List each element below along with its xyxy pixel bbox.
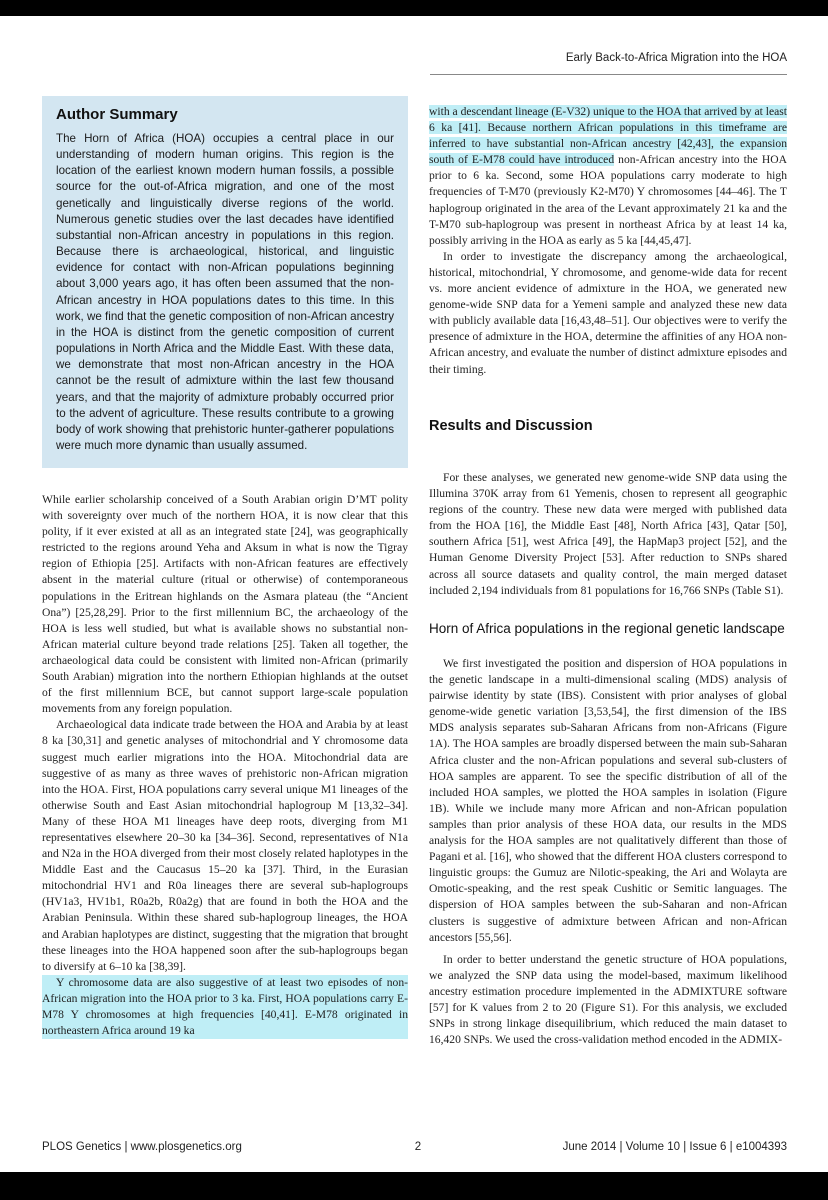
right-paragraph-4: We first investigated the position and dispersion of HOA populations in the genetic landscape in a multi-dimensional scaling (MDS) analysis of pairwise identity by state (IBS). Consistent with prior analyses of global genome-wide genetic variation [3,53,54], the first dimension of the IBS MDS analysis separates sub-Saharan Africans from non-Africans (Figure 1A). The HOA samples are broadly dispersed between the main sub-Saharan Africa cluster and the non-African populations and several sub-clusters of HOA samples are apparent. To see the specific distribution of all of the included HOA samples, we plotted the HOA samples in isolation (Figure 1B). While we include many more African and non-African population samples than prior analysis of these HOA data, our results in the MDS analysis for the HOA samples are not qualitatively different than those of Pagani et al. [16], who showed that the different HOA clusters correspond to linguistic groups: the Gumuz are Nilotic-speaking, the Ari and Wolayta are Omotic-speaking, and the rest speak Cushitic or Semitic languages. The dispersion of HOA samples between the sub-Saharan and non-African clusters is suggestive of admixture between African and non-African ancestors [55,56]. (429, 657, 787, 944)
right-paragraph-1-rest: non-African ancestry into the HOA prior to 6 ka. Second, some HOA populations carry moderate to high frequencies of T-M70 (previously K2-M70) Y chromosomes [44–46]. The T haplogroup originated in the area of the Levant approximately 21 ka and the T-M70 sub-haplogroup was present in northeast Africa by at least 14 ka, possibly arriving in the HOA as early as 5 ka [44,45,47]. (429, 153, 787, 247)
footer-journal: PLOS Genetics | www.plosgenetics.org (42, 1141, 242, 1153)
left-paragraph-3-highlighted: Y chromosome data are also suggestive of at least two episodes of non-African migration into the HOA prior to 3 ka. First, HOA populations carry E-M78 Y chromosomes at high frequencies [40,41]. E-M78 originated in northeastern Africa around 19 ka (42, 975, 408, 1039)
right-column-body (429, 470, 787, 599)
footer-page-number: 2 (414, 1141, 422, 1153)
right-paragraph-3: For these analyses, we generated new genome-wide SNP data using the Illumina 370K array from 61 Yemenis, chosen to represent all geographic regions of the country. These new data were merged with published data from the HOA [16], the Middle East [48], North Africa [43], Qatar [50], southern Africa [51], west Africa [49], the HapMap3 project [52], and the Human Genome Diversity Project [53]. After reduction to SNPs shared across all source datasets and quality control, the main merged dataset included 2,194 individuals from 81 populations for 16,766 SNPs (Table S1). (429, 471, 787, 597)
top-black-bar (0, 0, 828, 16)
right-column-top (429, 104, 787, 378)
results-heading: Results and Discussion (429, 418, 593, 434)
right-paragraph-2: In order to investigate the discrepancy among the archaeological, historical, mitochondrial, Y chromosome, and genome-wide data for recent vs. more ancient evidence of admixture in the HOA, we generated new genome-wide SNP data for a Yemeni sample and analyzed these new data with publicly available data [16,43,48–51]. Our objectives were to verify the presence of admixture in the HOA, determine the affinities of any HOA non-African ancestry, and evaluate the number of distinct admixture episodes and their timing. (429, 249, 787, 376)
footer-issue-info: June 2014 | Volume 10 | Issue 6 | e1004393 (562, 1141, 787, 1153)
subsection-heading: Horn of Africa populations in the regional genetic landscape (429, 621, 785, 636)
author-summary-text: The Horn of Africa (HOA) occupies a central place in our understanding of modern human origins. This region is the location of the earliest known modern human fossils, a possible source for the out-of-Africa migration, and one of the most genetically and linguistically diverse regions of the world. Numerous genetic studies over the last decades have identified substantial non-African ancestry in populations in this region. Because there is archaeological, historical, and linguistic evidence for contact with non-African populations beginning about 3,000 years ago, it has often been assumed that the non-African ancestry in HOA populations dates to this time. In this work, we find that the genetic composition of non-African ancestry in the HOA is distinct from the genetic composition of current populations in North Africa and the Middle East. With these data, we demonstrate that most non-African ancestry in the HOA cannot be the result of admixture within the last few thousand years, and that the majority of admixture probably occurred prior to the advent of agriculture. These results contribute to a growing body of work showing that prehistoric hunter-gatherer populations were much more dynamic than usually assumed. (56, 132, 394, 452)
bottom-black-bar (0, 1172, 828, 1200)
author-summary-box (42, 96, 408, 468)
right-paragraph-1-highlighted: with a descendant lineage (E-V32) unique to the HOA that arrived by at least 6 ka [41]. Because northern African populations in this timeframe are inferred to have substantial non-African ancestry [42,43], the expansion south of E-M78 could have introduced (429, 105, 787, 167)
running-head: Early Back-to-Africa Migration into the HOA (430, 52, 787, 75)
left-paragraph-1: While earlier scholarship conceived of a South Arabian origin D’MT polity with sovereignty over much of the northern HOA, it is now clear that this polity, if it ever existed at all as an integrated state [24], was geographically restricted to the regions around Yeha and Aksum in what is now the Tigray region of Ethiopia [25]. Artifacts with non-African features are effectively absent in the material culture (ritual or otherwise) of contemporaneous populations in the Eritrean highlands on the Asmara plateau (the “Ancient Ona”) [25,28,29]. Prior to the first millennium BC, the archaeology of the HOA is less well studied, but what is available shows no substantial non-African material culture beyond trade relations [25]. Taken all together, the archaeological data could be consistent with limited non-African (primarily South Arabian) migration into the northern Ethiopian highlands at the outset of the first millennium BCE, but cannot support large-scale population movements from any foreign population. (42, 493, 408, 716)
right-paragraph-5: In order to better understand the genetic structure of HOA populations, we analyzed the SNP data using the model-based, maximum likelihood ancestry estimation procedure implemented in the ADMIXTURE software [57] for K values from 2 to 20 (Figure S1). For this analysis, we excluded SNPs in strong linkage disequilibrium, which reduced the main dataset to 16,420 SNPs. We used the cross-validation method encoded in the ADMIX- (429, 952, 787, 1047)
left-column (42, 492, 408, 1039)
left-paragraph-2: Archaeological data indicate trade between the HOA and Arabia by at least 8 ka [30,31] and genetic analyses of mitochondrial and Y chromosome data suggest much earlier migrations into the HOA. Mitochondrial data are suggestive of as many as three waves of prehistoric non-African migration into the HOA. First, HOA populations carry several unique M1 lineages of the otherwise South and East Asian mitochondrial haplogroup M [13,32–34]. Many of these HOA M1 lineages have deep roots, diverging from M1 representatives elsewhere 20–30 ka [34–36]. Second, representatives of N1a and N2a in the HOA diverged from their most closely related haplotypes in the Middle East and the Caucasus 15–20 ka [37]. Third, in the Eurasian mitochondrial HV1 and R0a lineages there are several sub-haplogroups (HV1a3, HV1b1, R0a2b, R0a2g) that are found in both the HOA and the Arabian Peninsula. Within these shared sub-haplogroup lineages, the HOA and Arabian haplotypes are distinct, suggesting that the migration that brought these lineages into the HOA happened soon after the sub-haplogroups began to diversify at 6–10 ka [38,39]. (42, 718, 408, 973)
right-paragraph-1 (429, 104, 787, 249)
author-summary-title: Author Summary (56, 106, 178, 123)
right-column-bottom (429, 656, 787, 1048)
